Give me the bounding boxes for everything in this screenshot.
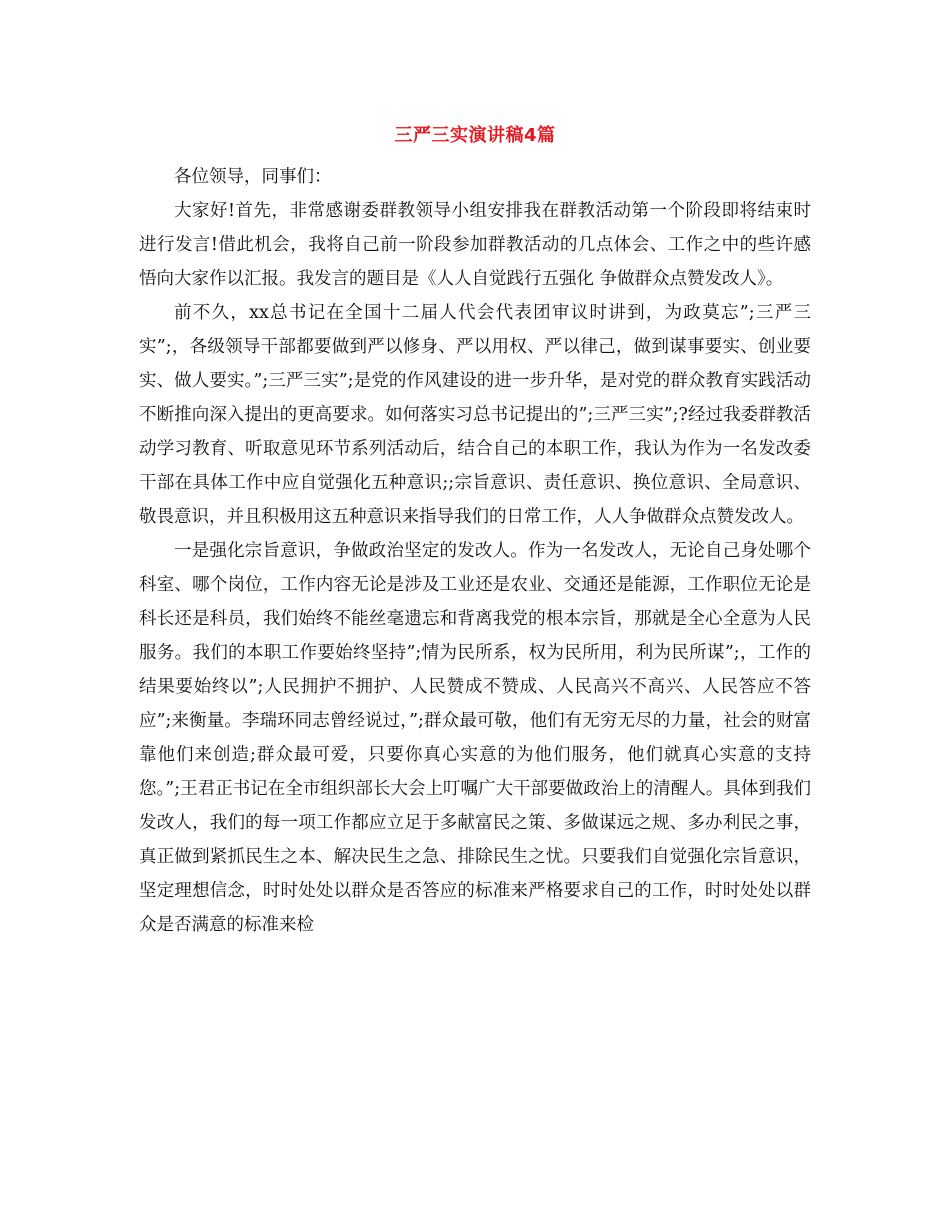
paragraph-opening: 大家好!首先，非常感谢委群教领导小组安排我在群教活动第一个阶段即将结束时进行发言!借此机会，我将自己前一阶段参加群教活动的几点体会、工作之中的些许感悟向大家作以汇报。我发言的题目是《人人自觉践行五强化 争做群众点赞发改人》。 — [139, 201, 811, 289]
paragraph-three-stricts: 前不久，xx总书记在全国十二届人代会代表团审议时讲到，为政莫忘”;三严三实”;，各级领导干部都要做到严以修身、严以用权、严以律己，做到谋事要实、创业要实、做人要实。”;三严三实”;是党的作风建设的进一步升华，是对党的群众教育实践活动不断推向深入提出的更高要求。如何落实习总书记提出的”;三严三实”;?经过我委群教活动学习教育、听取意见环节系列活动后，结合自己的本职工作，我认为作为一名发改委干部在具体工作中应自觉强化五种意识;;宗旨意识、责任意识、换位意识、全局意识、敬畏意识，并且积极用这五种意识来指导我们的日常工作，人人争做群众点赞发改人。 — [139, 303, 811, 527]
document-title: 三严三实演讲稿4篇 — [394, 125, 556, 146]
document-body — [139, 160, 811, 942]
paragraph-purpose-awareness: 一是强化宗旨意识，争做政治坚定的发改人。作为一名发改人，无论自己身处哪个科室、哪个岗位，工作内容无论是涉及工业还是农业、交通还是能源，工作职位无论是科长还是科员，我们始终不能丝毫遗忘和背离我党的根本宗旨，那就是全心全意为人民服务。我们的本职工作要始终坚持”;情为民所系，权为民所用，利为民所谋”;，工作的结果要始终以”;人民拥护不拥护、人民赞成不赞成、人民高兴不高兴、人民答应不答应”;来衡量。李瑞环同志曾经说过，”;群众最可敬，他们有无穷无尽的力量，社会的财富靠他们来创造;群众最可爱，只要你真心实意的为他们服务，他们就真心实意的支持您。”;王君正书记在全市组织部长大会上叮嘱广大干部要做政治上的清醒人。具体到我们发改人，我们的每一项工作都应立足于多献富民之策、多做谋远之规、多办利民之事，真正做到紧抓民生之本、解决民生之急、排除民生之忧。只要我们自觉强化宗旨意识，坚定理想信念，时时处处以群众是否答应的标准来严格要求自己的工作，时时处处以群众是否满意的标准来检 — [139, 541, 811, 935]
paragraph-greeting: 各位领导，同事们： — [174, 167, 332, 187]
